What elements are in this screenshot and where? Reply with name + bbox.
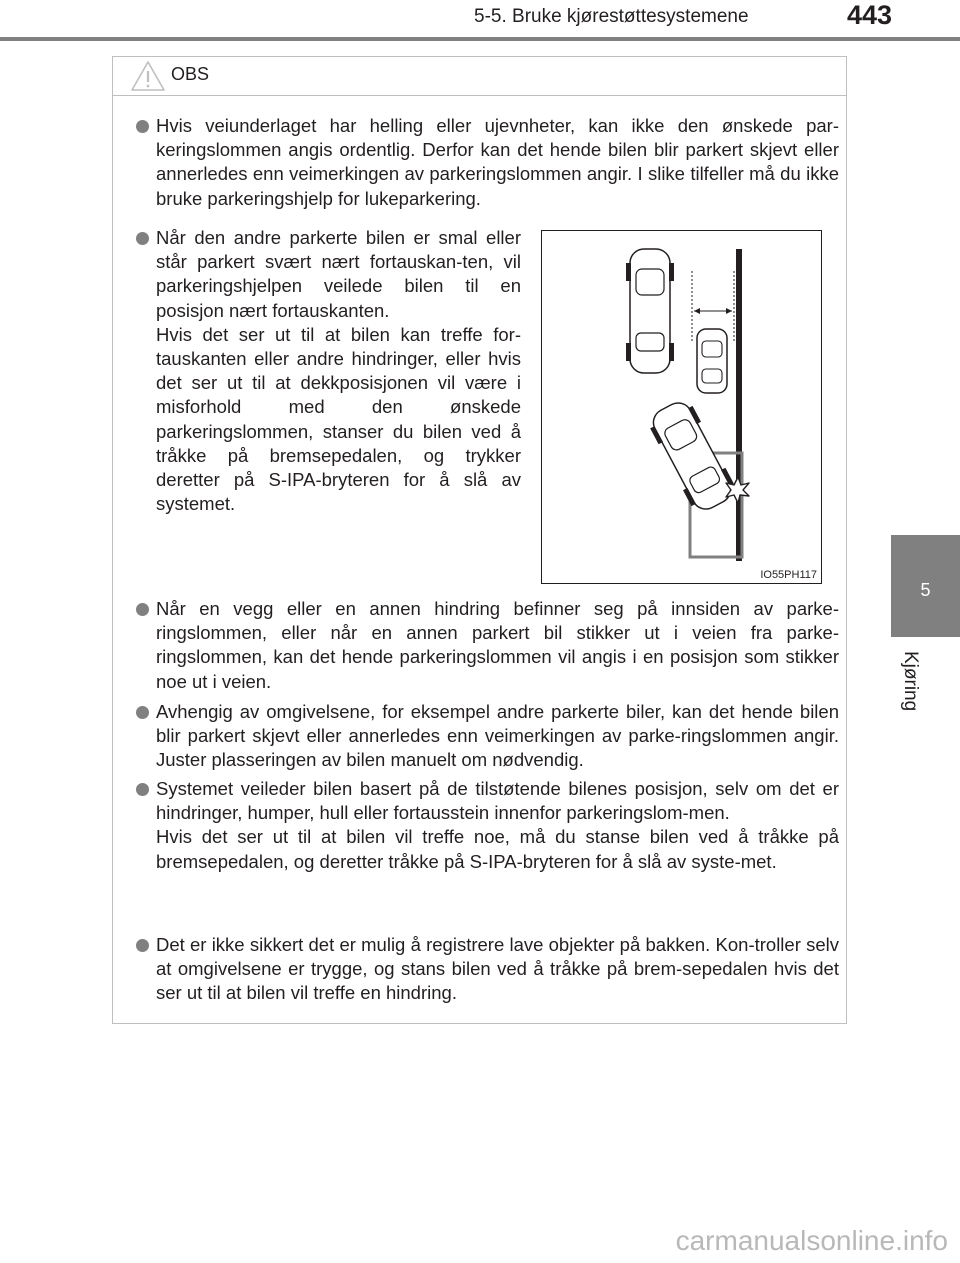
- parking-illustration: [541, 230, 822, 584]
- caution-item: Når den andre parkerte bilen er smal eller står parkert svært nært fortauskan-ten, vil parkeringshjelpen veilede bilen til en posisjon nært fortauskanten. Hvis det ser ut til at bilen kan treffe for-tauskanten eller andre hindringer, eller hvis det ser ut til at dekkposisjonen vil være i misforhold med den ønskede parkeringslommen, stanser du bilen ved å tråkke på bremsepedalen, og trykker deretter på S-IPA-bryteren for å slå av systemet.: [156, 226, 521, 516]
- header-rule: [0, 37, 960, 41]
- caution-item: Avhengig av omgivelsene, for eksempel andre parkerte biler, kan det hende bilen blir parkert skjevt eller annerledes enn veimerkingen av parke-ringslommen angir. Juster plasseringen av bilen manuelt om nødvendig.: [156, 700, 839, 773]
- figure-code: IO55PH117: [760, 569, 817, 581]
- bullet-dot-icon: [136, 706, 149, 719]
- caution-item: Hvis veiunderlaget har helling eller ujevnheter, kan ikke den ønskede par-keringslommen angis ordentlig. Derfor kan det hende bilen blir parkert skjevt eller annerledes enn veimerkingen av parkeringslommen angir. I slike tilfeller må du ikke bruke parkeringshjelp for lukeparkering.: [156, 114, 839, 211]
- caution-item: Systemet veileder bilen basert på de tilstøtende bilenes posisjon, selv om det er hindringer, humper, hull eller fortausstein innenfor parkeringslom-men. Hvis det ser ut til at bilen vil treffe noe, må du stanse bilen ved å tråkke på bremsepedalen, og deretter tråkke på S-IPA-bryteren for å slå av syste-met.: [156, 777, 839, 874]
- caution-label: OBS: [171, 64, 210, 84]
- watermark: carmanualsonline.info: [675, 1225, 948, 1256]
- bullet-dot-icon: [136, 783, 149, 796]
- caution-header: [112, 56, 847, 96]
- section-title: 5-5. Bruke kjørestøttesystemene: [474, 6, 749, 27]
- chapter-label: Kjøring: [900, 651, 921, 712]
- caution-item: Det er ikke sikkert det er mulig å registrere lave objekter på bakken. Kon-troller selv at omgivelsene er trygge, og stans bilen ved å tråkke på brem-sepedalen hvis det ser ut til at bilen vil treffe en hindring.: [156, 933, 839, 1006]
- page-number: 443: [846, 0, 892, 30]
- chapter-number: 5: [920, 580, 931, 600]
- bullet-dot-icon: [136, 232, 149, 245]
- parking-diagram: [542, 231, 823, 585]
- warning-triangle-icon: [130, 60, 166, 92]
- caution-item: Når en vegg eller en annen hindring befinner seg på innsiden av parke-ringslommen, eller når en annen parkert bil stikker ut i veien fra parke-ringslommen, kan det hende parkeringslommen vil angis i en posisjon som stikker noe ut i veien.: [156, 597, 839, 694]
- bullet-dot-icon: [136, 603, 149, 616]
- bullet-dot-icon: [136, 939, 149, 952]
- bullet-dot-icon: [136, 120, 149, 133]
